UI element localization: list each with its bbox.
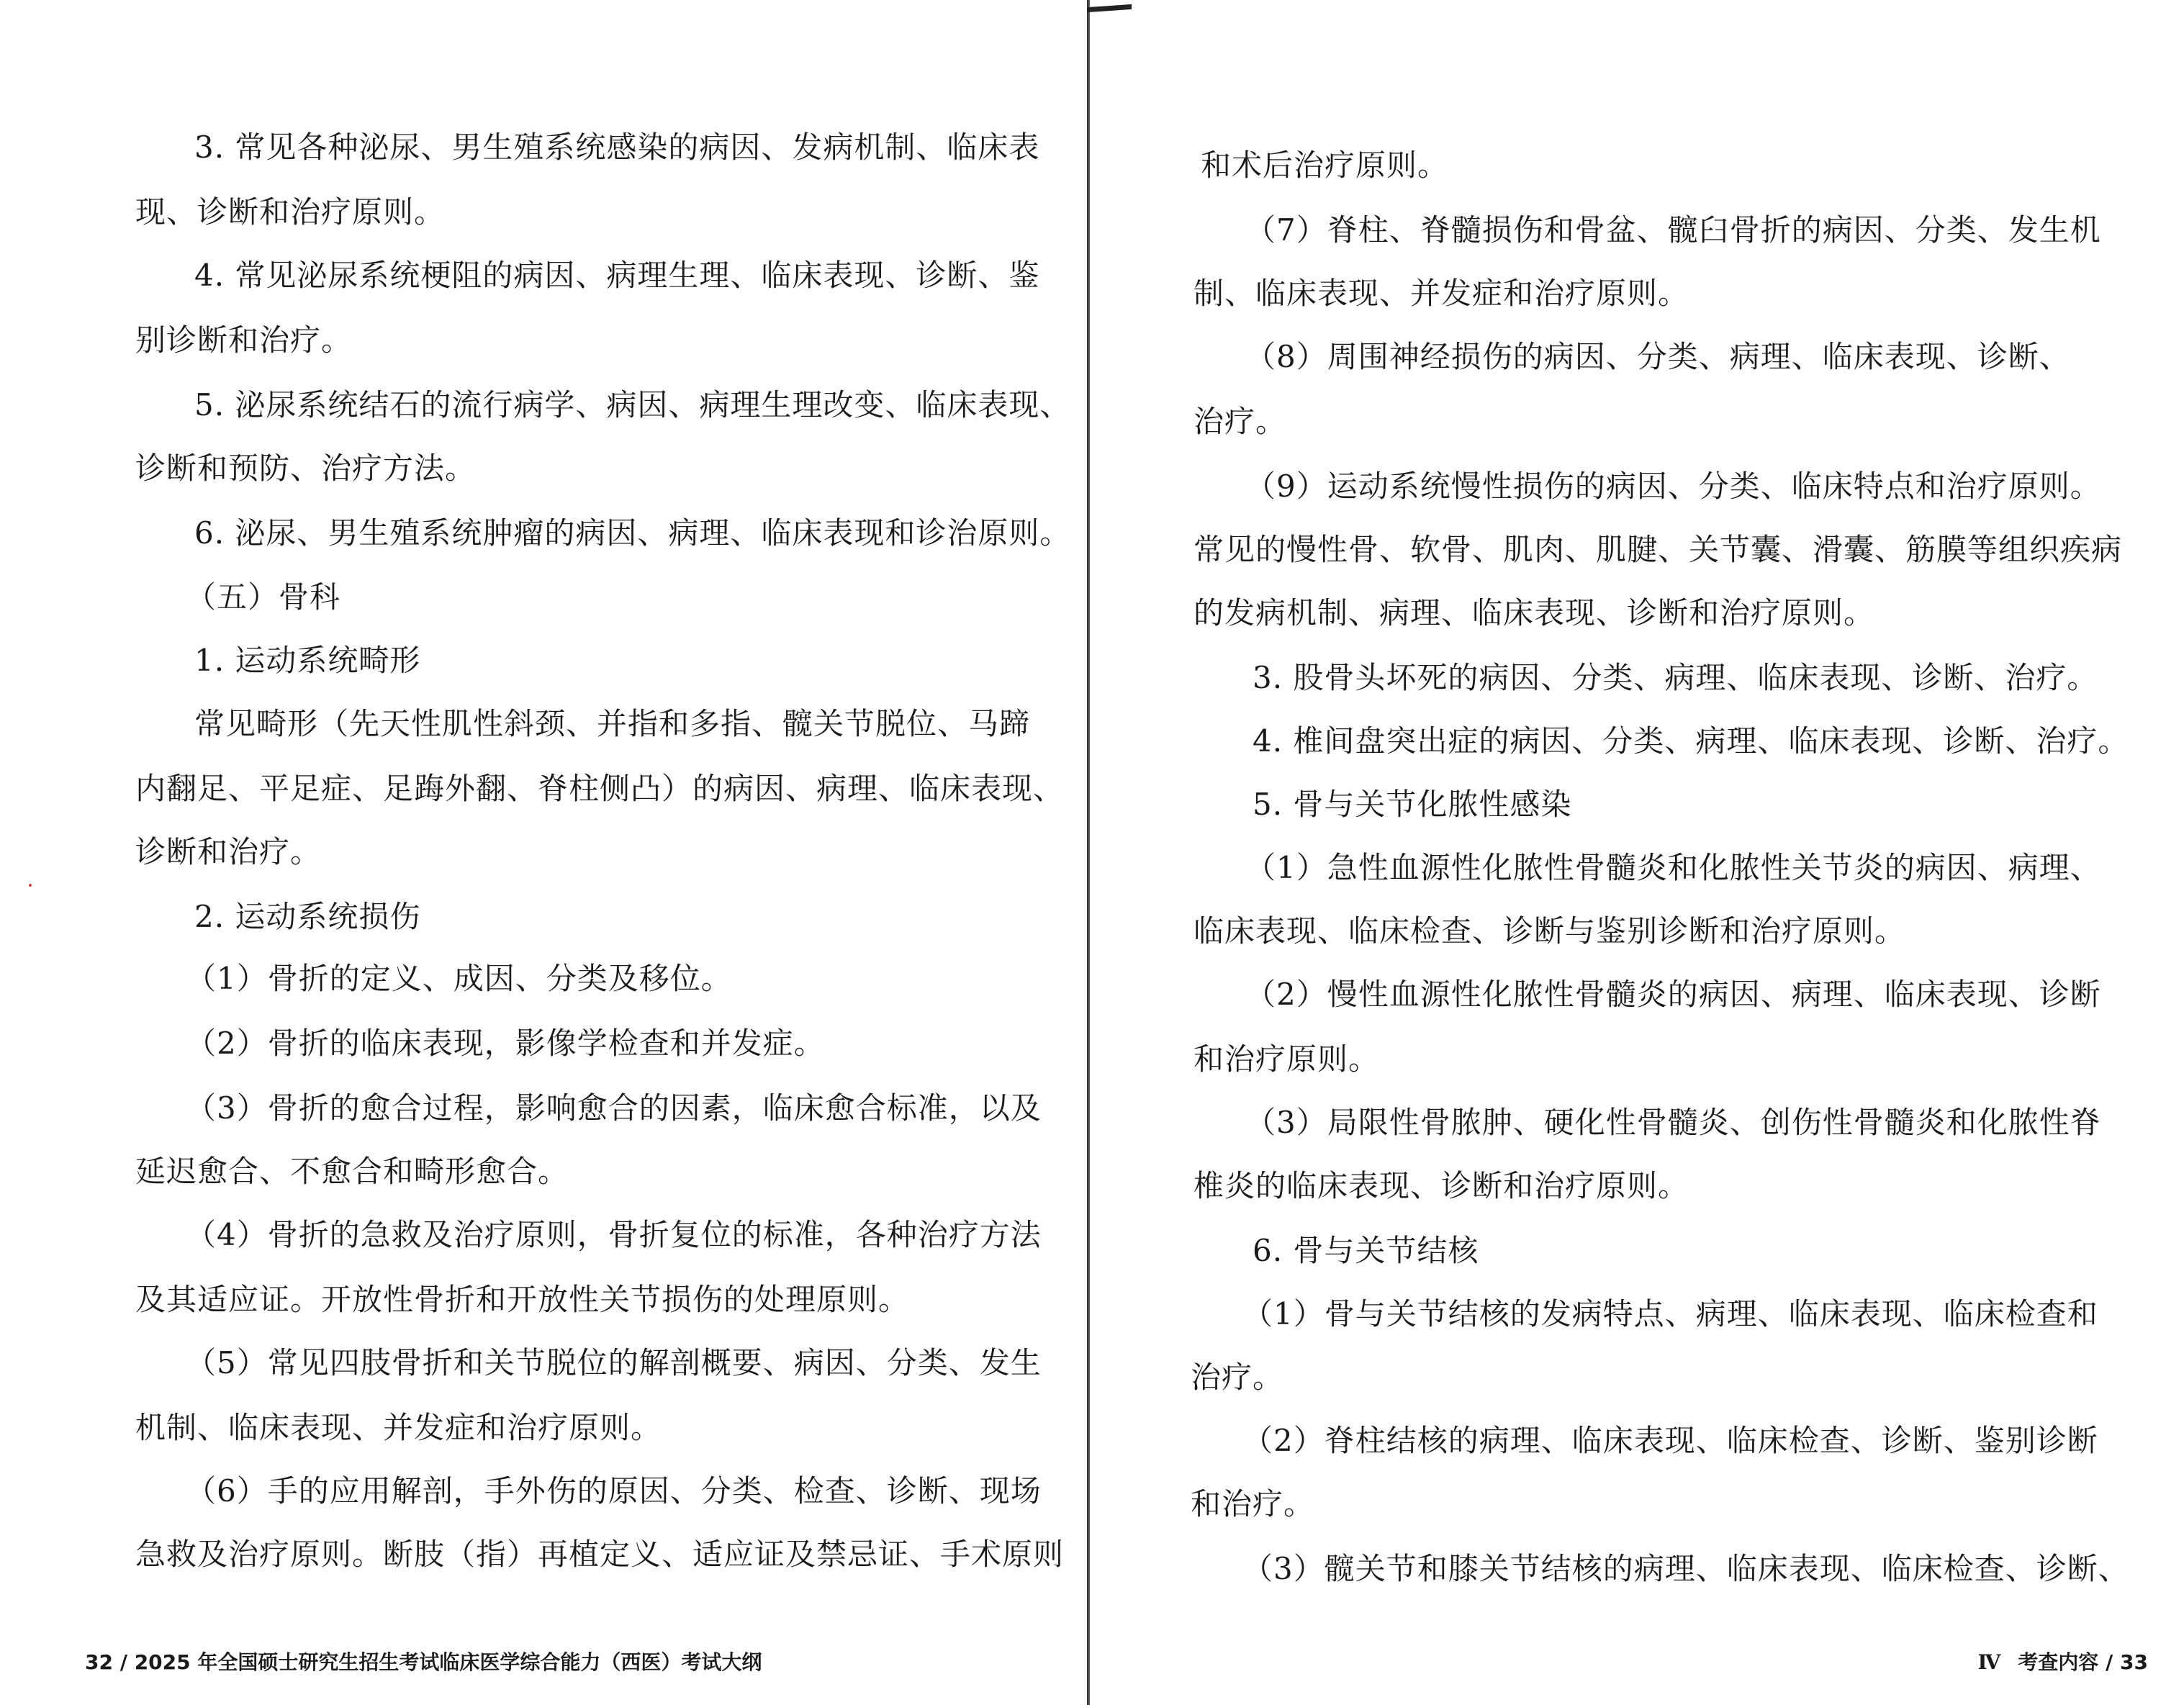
text-line: 临床表现、临床检查、诊断与鉴别诊断和治疗原则。 <box>1193 913 1906 949</box>
text-line: 6. 泌尿、男生殖系统肿瘤的病因、病理、临床表现和诊治原则。 <box>194 515 1071 551</box>
text-line: 机制、临床表现、并发症和治疗原则。 <box>135 1410 662 1445</box>
text-line: （8）周围神经损伤的病因、分类、病理、临床表现、诊断、 <box>1245 339 2070 374</box>
text-line: （5）常见四肢骨折和关节脱位的解剖概要、病因、分类、发生 <box>186 1345 1042 1380</box>
text-line: 4. 常见泌尿系统梗阻的病因、病理生理、临床表现、诊断、鉴 <box>194 258 1040 293</box>
text-line: （3）局限性骨脓肿、硬化性骨髓炎、创伤性骨髓炎和化脓性脊 <box>1245 1105 2101 1140</box>
text-line: （2）脊柱结核的病理、临床表现、临床检查、诊断、鉴别诊断 <box>1242 1423 2098 1458</box>
text-line: 别诊断和治疗。 <box>135 322 353 358</box>
text-line: 治疗。 <box>1191 1360 1284 1395</box>
page-speck <box>29 884 32 887</box>
text-line: 和治疗原则。 <box>1193 1041 1380 1077</box>
text-line: （五）骨科 <box>186 579 341 615</box>
text-line: 诊断和预防、治疗方法。 <box>135 451 477 486</box>
text-line: 和术后治疗原则。 <box>1201 148 1449 183</box>
text-line: 椎炎的临床表现、诊断和治疗原则。 <box>1193 1168 1689 1203</box>
right-page-footer <box>1978 1648 2148 1677</box>
text-line: （3）骨折的愈合过程，影响愈合的因素，临床愈合标准，以及 <box>186 1090 1042 1126</box>
text-line: 2. 运动系统损伤 <box>194 899 421 934</box>
text-line: （1）骨与关节结核的发病特点、病理、临床表现、临床检查和 <box>1242 1296 2098 1331</box>
text-line: 1. 运动系统畸形 <box>194 643 421 678</box>
text-line: （2）慢性血源性化脓性骨髓炎的病因、病理、临床表现、诊断 <box>1245 977 2101 1012</box>
text-line: 4. 椎间盘突出症的病因、分类、病理、临床表现、诊断、治疗。 <box>1253 723 2129 759</box>
right-page <box>1087 0 2184 1705</box>
text-line: （1）骨折的定义、成因、分类及移位。 <box>186 961 732 996</box>
text-line: 6. 骨与关节结核 <box>1253 1233 1479 1268</box>
book-spine <box>1087 0 1090 1705</box>
text-line: 常见的慢性骨、软骨、肌肉、肌腱、关节囊、滑囊、筋膜等组织疾病 <box>1193 532 2123 567</box>
text-line: 5. 骨与关节化脓性感染 <box>1253 787 1572 822</box>
text-line: 现、诊断和治疗原则。 <box>135 194 446 230</box>
text-line: 和治疗。 <box>1191 1486 1315 1521</box>
footer-section-number: Ⅳ <box>1977 1650 2001 1674</box>
left-page-footer: 32 / 2025 年全国硕士研究生招生考试临床医学综合能力（西医）考试大纲 <box>85 1650 762 1674</box>
text-line: （4）骨折的急救及治疗原则，骨折复位的标准，各种治疗方法 <box>186 1217 1042 1252</box>
text-line: 5. 泌尿系统结石的流行病学、病因、病理生理改变、临床表现、 <box>194 387 1071 422</box>
left-page <box>0 0 1087 1705</box>
text-line: （6）手的应用解剖，手外伤的原因、分类、检查、诊断、现场 <box>186 1473 1042 1509</box>
text-line: 制、临床表现、并发症和治疗原则。 <box>1193 276 1689 311</box>
text-line: 的发病机制、病理、临床表现、诊断和治疗原则。 <box>1193 595 1875 630</box>
text-line: 诊断和治疗。 <box>135 834 322 869</box>
text-line: 治疗。 <box>1193 404 1287 439</box>
text-line: （1）急性血源性化脓性骨髓炎和化脓性关节炎的病因、病理、 <box>1245 850 2101 885</box>
text-line: （7）脊柱、脊髓损伤和骨盆、髋臼骨折的病因、分类、发生机 <box>1245 212 2101 248</box>
text-line: 3. 常见各种泌尿、男生殖系统感染的病因、发病机制、临床表 <box>194 130 1040 165</box>
text-line: 延迟愈合、不愈合和畸形愈合。 <box>135 1154 569 1189</box>
text-line: 及其适应证。开放性骨折和开放性关节损伤的处理原则。 <box>135 1282 910 1317</box>
text-line: （3）髋关节和膝关节结核的病理、临床表现、临床检查、诊断、 <box>1242 1551 2129 1586</box>
text-line: 3. 股骨头坏死的病因、分类、病理、临床表现、诊断、治疗。 <box>1253 660 2098 695</box>
text-line: 常见畸形（先天性肌性斜颈、并指和多指、髋关节脱位、马蹄 <box>194 706 1031 741</box>
text-line: （9）运动系统慢性损伤的病因、分类、临床特点和治疗原则。 <box>1245 469 2101 504</box>
text-line: （2）骨折的临床表现，影像学检查和并发症。 <box>186 1026 825 1061</box>
text-line: 内翻足、平足症、足踇外翻、脊柱侧凸）的病因、病理、临床表现、 <box>135 771 1065 806</box>
text-line: 急救及治疗原则。断肢（指）再植定义、适应证及禁忌证、手术原则 <box>135 1537 1065 1572</box>
footer-section-title: 考查内容 / 33 <box>2018 1650 2148 1674</box>
